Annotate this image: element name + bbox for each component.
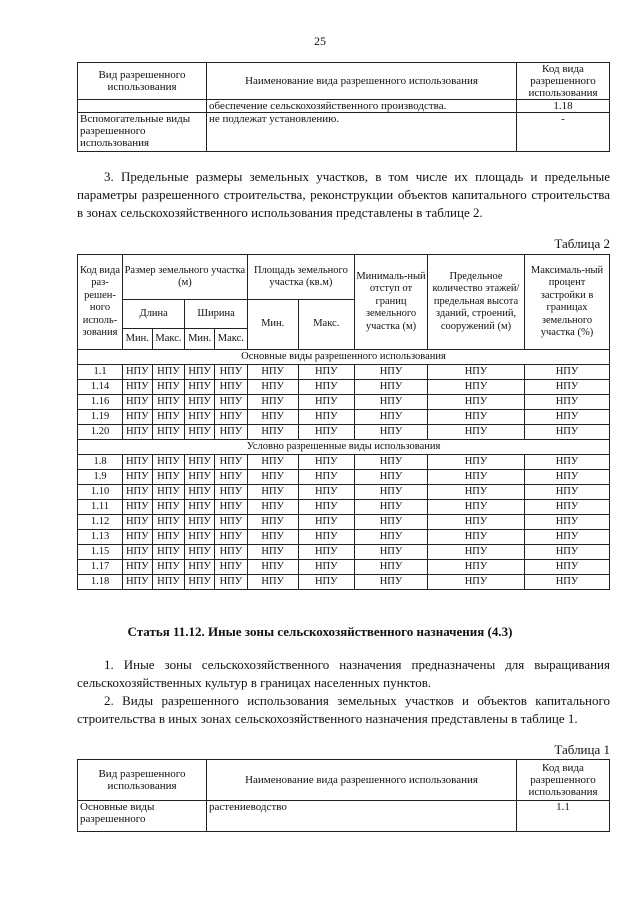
table-cell: НПУ bbox=[185, 410, 215, 425]
section-row bbox=[78, 440, 610, 455]
table-cell: НПУ bbox=[428, 410, 525, 425]
header-coverage: Максималь-ный процент застройки в границах земельного участка (%) bbox=[525, 255, 610, 350]
table-cell: НПУ bbox=[428, 545, 525, 560]
table-cell: НПУ bbox=[214, 515, 247, 530]
table-bottom bbox=[77, 759, 610, 832]
table-cell: НПУ bbox=[355, 530, 428, 545]
table-row bbox=[78, 515, 610, 530]
table-cell: НПУ bbox=[428, 515, 525, 530]
table-cell: НПУ bbox=[247, 365, 298, 380]
table-cell: НПУ bbox=[525, 365, 610, 380]
table-cell: НПУ bbox=[355, 455, 428, 470]
table-cell: НПУ bbox=[525, 395, 610, 410]
table-header-row bbox=[78, 760, 610, 801]
header-code: Код вида раз-решен-ного исполь-зования bbox=[78, 255, 123, 350]
table-cell: НПУ bbox=[185, 455, 215, 470]
article-heading: Статья 11.12. Иные зоны сельскохозяйственного назначения (4.3) bbox=[127, 624, 513, 639]
header-name: Наименование вида разрешенного использования bbox=[207, 760, 517, 801]
table-2 bbox=[77, 254, 610, 590]
table-cell: НПУ bbox=[123, 395, 153, 410]
table-cell: НПУ bbox=[355, 575, 428, 590]
table-cell: НПУ bbox=[247, 395, 298, 410]
table-row bbox=[78, 410, 610, 425]
table-row bbox=[78, 801, 610, 832]
table-cell: НПУ bbox=[298, 470, 354, 485]
table-cell: НПУ bbox=[247, 455, 298, 470]
table-cell: НПУ bbox=[355, 380, 428, 395]
table-cell: НПУ bbox=[185, 485, 215, 500]
table-cell: НПУ bbox=[185, 380, 215, 395]
table-cell: НПУ bbox=[185, 560, 215, 575]
table-cell: НПУ bbox=[355, 560, 428, 575]
table1-caption: Таблица 1 bbox=[554, 742, 610, 757]
header-name: Наименование вида разрешенного использования bbox=[207, 63, 517, 100]
table-cell: НПУ bbox=[214, 485, 247, 500]
table-cell: НПУ bbox=[247, 500, 298, 515]
header-code: Код вида разрешенного использования bbox=[517, 760, 610, 801]
table-cell: НПУ bbox=[152, 425, 185, 440]
table-cell: НПУ bbox=[355, 545, 428, 560]
row-code: 1.11 bbox=[78, 500, 123, 515]
table-cell: обеспечение сельскохозяйственного производства. bbox=[207, 100, 517, 113]
header-type: Вид разрешенного использования bbox=[78, 63, 207, 100]
table-cell: НПУ bbox=[152, 545, 185, 560]
table-row bbox=[78, 113, 610, 152]
header-type: Вид разрешенного использования bbox=[78, 760, 207, 801]
table-cell: НПУ bbox=[185, 545, 215, 560]
table-header-row bbox=[78, 255, 610, 300]
table-cell: НПУ bbox=[525, 485, 610, 500]
table-cell: НПУ bbox=[247, 470, 298, 485]
table2-caption: Таблица 2 bbox=[554, 236, 610, 251]
table-cell: НПУ bbox=[123, 470, 153, 485]
table-header-row bbox=[78, 63, 610, 100]
row-code: 1.10 bbox=[78, 485, 123, 500]
table-cell: НПУ bbox=[298, 395, 354, 410]
table-cell: НПУ bbox=[298, 455, 354, 470]
table-cell: НПУ bbox=[152, 575, 185, 590]
table-cell: НПУ bbox=[152, 470, 185, 485]
table-cell: НПУ bbox=[185, 575, 215, 590]
table-cell: НПУ bbox=[214, 380, 247, 395]
table-cell: НПУ bbox=[525, 545, 610, 560]
table-cell: НПУ bbox=[355, 410, 428, 425]
table-cell: НПУ bbox=[152, 560, 185, 575]
table-row bbox=[78, 575, 610, 590]
cond-rows bbox=[78, 455, 610, 590]
table-cell: НПУ bbox=[355, 515, 428, 530]
table-cell: НПУ bbox=[185, 470, 215, 485]
table-cell: НПУ bbox=[214, 395, 247, 410]
main-rows bbox=[78, 365, 610, 440]
table-cell: НПУ bbox=[428, 425, 525, 440]
table-cell: НПУ bbox=[247, 425, 298, 440]
table-cell: НПУ bbox=[152, 395, 185, 410]
table-row bbox=[78, 485, 610, 500]
table-cell: растениеводство bbox=[207, 801, 517, 832]
table-cell: НПУ bbox=[123, 545, 153, 560]
table-cell: НПУ bbox=[152, 410, 185, 425]
table-cell: НПУ bbox=[247, 545, 298, 560]
table-cell: НПУ bbox=[247, 560, 298, 575]
header-length: Длина bbox=[123, 300, 185, 329]
table-cell: НПУ bbox=[152, 455, 185, 470]
table-cell: НПУ bbox=[247, 515, 298, 530]
table-cell: НПУ bbox=[214, 560, 247, 575]
header-size: Размер земельного участка (м) bbox=[123, 255, 248, 300]
table-row bbox=[78, 380, 610, 395]
table-cell: НПУ bbox=[428, 575, 525, 590]
table-cell: НПУ bbox=[247, 485, 298, 500]
table-cell: НПУ bbox=[428, 485, 525, 500]
table-cell: НПУ bbox=[123, 560, 153, 575]
row-code: 1.13 bbox=[78, 530, 123, 545]
table-cell: НПУ bbox=[123, 455, 153, 470]
table-cell: НПУ bbox=[214, 410, 247, 425]
row-code: 1.17 bbox=[78, 560, 123, 575]
table-cell: НПУ bbox=[428, 380, 525, 395]
header-min: Мин. bbox=[123, 329, 153, 350]
table-cell: НПУ bbox=[185, 395, 215, 410]
table-cell: 1.1 bbox=[517, 801, 610, 832]
table-cell: НПУ bbox=[298, 500, 354, 515]
table-cell: НПУ bbox=[298, 425, 354, 440]
table-row bbox=[78, 100, 610, 113]
table-cell: НПУ bbox=[525, 560, 610, 575]
table-cell: - bbox=[517, 113, 610, 152]
table-cell: НПУ bbox=[525, 425, 610, 440]
row-code: 1.19 bbox=[78, 410, 123, 425]
table-cell: НПУ bbox=[123, 365, 153, 380]
table-top bbox=[77, 62, 610, 152]
table-cell: НПУ bbox=[152, 380, 185, 395]
table-cell: НПУ bbox=[355, 425, 428, 440]
header-code: Код вида разрешенного использования bbox=[517, 63, 610, 100]
header-max: Макс. bbox=[214, 329, 247, 350]
table-cell: НПУ bbox=[152, 530, 185, 545]
table-cell: НПУ bbox=[428, 470, 525, 485]
table-cell: НПУ bbox=[525, 470, 610, 485]
table-cell: НПУ bbox=[123, 425, 153, 440]
table-cell: НПУ bbox=[525, 455, 610, 470]
table-cell: НПУ bbox=[185, 365, 215, 380]
header-max: Макс. bbox=[152, 329, 185, 350]
table-cell: НПУ bbox=[214, 545, 247, 560]
table-cell: НПУ bbox=[185, 500, 215, 515]
table-row bbox=[78, 470, 610, 485]
table-cell: НПУ bbox=[355, 395, 428, 410]
header-setback: Минималь-ный отступ от границ земельного участка (м) bbox=[355, 255, 428, 350]
table-row bbox=[78, 425, 610, 440]
page-number: 25 bbox=[314, 34, 326, 48]
table-cell: НПУ bbox=[123, 530, 153, 545]
table-cell: НПУ bbox=[298, 515, 354, 530]
table-cell: НПУ bbox=[298, 380, 354, 395]
header-area-min: Мин. bbox=[247, 300, 298, 350]
table-row bbox=[78, 455, 610, 470]
table-cell: НПУ bbox=[123, 500, 153, 515]
paragraph-2: 2. Виды разрешенного использования земельных участков и объектов капитального строительства в иных зонах сельскохозяйственного назначения представлены в таблице 1. bbox=[77, 693, 610, 726]
table-cell: НПУ bbox=[247, 380, 298, 395]
table-row bbox=[78, 500, 610, 515]
table-cell: НПУ bbox=[525, 380, 610, 395]
table-cell: Вспомогательные виды разрешенного использования bbox=[78, 113, 207, 152]
table-cell: Основные виды разрешенного bbox=[78, 801, 207, 832]
table-cell: НПУ bbox=[525, 515, 610, 530]
table-cell: НПУ bbox=[298, 485, 354, 500]
table-cell: НПУ bbox=[525, 575, 610, 590]
table-row bbox=[78, 545, 610, 560]
table-cell: НПУ bbox=[214, 425, 247, 440]
table-cell: НПУ bbox=[123, 380, 153, 395]
table-cell: НПУ bbox=[298, 365, 354, 380]
table-cell: НПУ bbox=[298, 575, 354, 590]
table-cell: НПУ bbox=[152, 500, 185, 515]
table-cell: НПУ bbox=[298, 560, 354, 575]
table-cell: НПУ bbox=[525, 410, 610, 425]
table-cell: НПУ bbox=[152, 365, 185, 380]
paragraph-1: 1. Иные зоны сельскохозяйственного назначения предназначены для выращивания сельскохозяйственных культур в границах населенных пунктов. bbox=[77, 657, 610, 690]
table-cell: НПУ bbox=[428, 500, 525, 515]
table-cell: НПУ bbox=[214, 575, 247, 590]
header-floors: Предельное количество этажей/ предельная высота зданий, строений, сооружений (м) bbox=[428, 255, 525, 350]
section-main: Основные виды разрешенного использования bbox=[78, 350, 610, 365]
table-cell: НПУ bbox=[355, 485, 428, 500]
row-code: 1.20 bbox=[78, 425, 123, 440]
table-cell: НПУ bbox=[355, 500, 428, 515]
header-area-max: Макс. bbox=[298, 300, 354, 350]
table-row bbox=[78, 560, 610, 575]
table-cell: НПУ bbox=[428, 530, 525, 545]
table-cell: НПУ bbox=[214, 530, 247, 545]
table-cell bbox=[78, 100, 207, 113]
row-code: 1.18 bbox=[78, 575, 123, 590]
row-code: 1.12 bbox=[78, 515, 123, 530]
table-cell: НПУ bbox=[123, 515, 153, 530]
table-cell: НПУ bbox=[525, 500, 610, 515]
table-cell: НПУ bbox=[247, 530, 298, 545]
table-cell: НПУ bbox=[185, 530, 215, 545]
table-cell: НПУ bbox=[185, 515, 215, 530]
table-cell: НПУ bbox=[152, 515, 185, 530]
table-cell: НПУ bbox=[152, 485, 185, 500]
header-area: Площадь земельного участка (кв.м) bbox=[247, 255, 354, 300]
table-cell: НПУ bbox=[428, 560, 525, 575]
paragraph-3: 3. Предельные размеры земельных участков, в том числе их площадь и предельные параметры разрешенного строительства, реконструкции объектов капитального строительства в зонах сельскохозяйственного использования представлены в таблице 2. bbox=[77, 169, 610, 220]
table-row bbox=[78, 395, 610, 410]
table-cell: не подлежат установлению. bbox=[207, 113, 517, 152]
table-cell: НПУ bbox=[185, 425, 215, 440]
row-code: 1.1 bbox=[78, 365, 123, 380]
row-code: 1.9 bbox=[78, 470, 123, 485]
row-code: 1.15 bbox=[78, 545, 123, 560]
header-width: Ширина bbox=[185, 300, 247, 329]
row-code: 1.14 bbox=[78, 380, 123, 395]
table-cell: НПУ bbox=[247, 410, 298, 425]
header-min: Мин. bbox=[185, 329, 215, 350]
table-cell: НПУ bbox=[123, 410, 153, 425]
table-cell: НПУ bbox=[355, 470, 428, 485]
table-row bbox=[78, 530, 610, 545]
table-cell: 1.18 bbox=[517, 100, 610, 113]
section-cond: Условно разрешенные виды использования bbox=[78, 440, 610, 455]
table-cell: НПУ bbox=[298, 530, 354, 545]
row-code: 1.16 bbox=[78, 395, 123, 410]
table-cell: НПУ bbox=[298, 410, 354, 425]
table-cell: НПУ bbox=[123, 485, 153, 500]
table-cell: НПУ bbox=[428, 395, 525, 410]
table-cell: НПУ bbox=[123, 575, 153, 590]
table-cell: НПУ bbox=[247, 575, 298, 590]
table-cell: НПУ bbox=[214, 500, 247, 515]
table-cell: НПУ bbox=[214, 365, 247, 380]
section-row bbox=[78, 350, 610, 365]
table-cell: НПУ bbox=[214, 470, 247, 485]
row-code: 1.8 bbox=[78, 455, 123, 470]
table-cell: НПУ bbox=[525, 530, 610, 545]
table-cell: НПУ bbox=[214, 455, 247, 470]
table-row bbox=[78, 365, 610, 380]
table-cell: НПУ bbox=[428, 365, 525, 380]
table-cell: НПУ bbox=[428, 455, 525, 470]
table-cell: НПУ bbox=[355, 365, 428, 380]
table-cell: НПУ bbox=[298, 545, 354, 560]
